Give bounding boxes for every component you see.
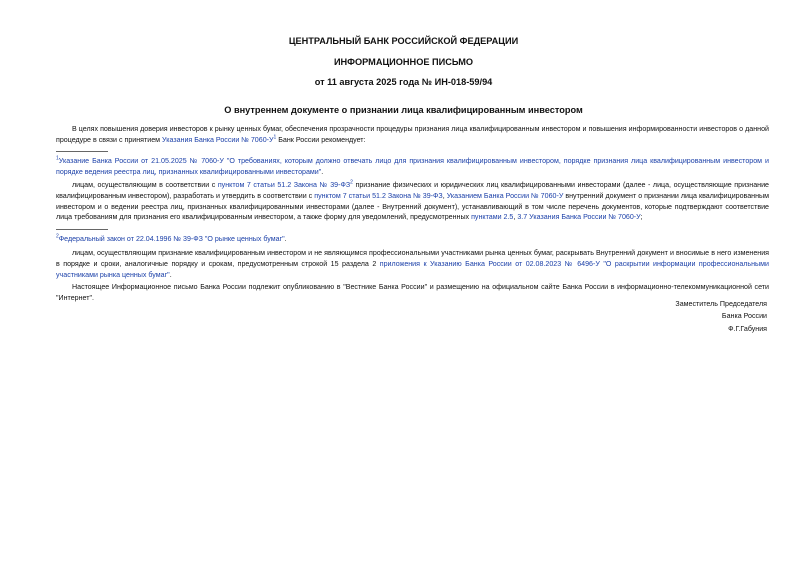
rec1-text-1: лицам, осуществляющим в соответствии с <box>72 181 216 190</box>
paragraph-intro <box>56 124 769 145</box>
document-body <box>56 124 769 303</box>
link-point-2-5[interactable]: пунктами 2.5 <box>471 213 514 222</box>
intro-tail: Банк России рекомендует: <box>278 135 366 144</box>
signature-block <box>675 298 767 335</box>
footnote-separator-1 <box>56 151 108 152</box>
rec2-text-1: лицам, осуществляющим признание квалифицированным инвестором и не являющимся профессиональными участниками рынка ценных бумаг, раскрывать Внутренний документ и вносимые в него изменения в порядке и сроки, аналогичные порядку и срокам, предусмотренным строкой 15 раздела 2 <box>56 249 769 268</box>
link-law-39fz-p7-1[interactable]: пунктом 7 статьи 51.2 Закона № 39-ФЗ <box>217 181 351 190</box>
signatory-org: Банка России <box>721 312 767 321</box>
issuer-title: ЦЕНТРАЛЬНЫЙ БАНК РОССИЙСКОЙ ФЕДЕРАЦИИ <box>288 36 519 46</box>
document-date-number: от 11 августа 2025 года № ИН-018-59/94 <box>314 77 493 87</box>
link-point-3-7[interactable]: 3.7 Указания Банка России № 7060-У <box>517 213 641 222</box>
link-ukazanie-7060u-2[interactable]: Указанием Банка России № 7060-У <box>446 191 564 200</box>
paragraph-publication: Настоящее Информационное письмо Банка России подлежит опубликованию в "Вестнике Банка России" и размещению на официальном сайте Банка России в информационно-телекоммуникационной сети "Интернет". <box>56 283 769 302</box>
footnote-2-end: . <box>284 234 287 243</box>
footnote-separator-2 <box>56 229 108 230</box>
rec2-end: . <box>169 270 172 279</box>
link-ukazanie-6496u[interactable]: приложения к Указанию Банка России от 02.08.2023 № 6496-У "О раскрытии информации профессиональными участниками рынка ценных бумаг" <box>56 259 769 279</box>
footnote-ref-1[interactable]: 1 <box>273 134 277 141</box>
rec1-text-3: внутренний документ о признании лица квалифицированным инвестором и о ведении реестра лиц, признанных квалифицированными инвесторами (далее - Внутренний документ), устанавливающий в том числе перечень документов, которые подтверждают соответствие лица требованиям для признания его квалифицированным инвестором, а также форму для уведомлений, предусмотренных <box>56 191 769 222</box>
paragraph-recommendation-1 <box>56 180 769 222</box>
footnote-1-end: . <box>321 167 324 176</box>
signatory-name: Ф.Г.Габуния <box>728 324 767 333</box>
footnote-ref-2[interactable]: 2 <box>350 180 353 187</box>
paragraph-recommendation-2 <box>56 248 769 280</box>
rec1-comma-2: , <box>513 213 516 222</box>
footnote-2-marker: 2 <box>56 233 59 240</box>
rec1-comma-1: , <box>442 191 445 200</box>
link-federal-law-39fz[interactable]: Федеральный закон от 22.04.1996 № 39-ФЗ "О рынке ценных бумаг" <box>58 234 285 243</box>
footnote-2 <box>56 234 769 245</box>
link-law-39fz-p7-2[interactable]: пунктом 7 статьи 51.2 Закона № 39-ФЗ <box>314 191 443 200</box>
rec1-text-2: признание физических и юридических лиц квалифицированными инвесторами (далее - лица, осуществляющие признание квалифицированным инвестором), разработать и утвердить в соответствии с <box>56 181 769 200</box>
footnote-1-marker: 1 <box>56 155 59 162</box>
signatory-title: Заместитель Председателя <box>675 300 767 308</box>
link-footnote-1-ukazanie[interactable]: Указание Банка России от 21.05.2025 № 7060-У "О требованиях, которым должно отвечать лицо для признания квалифицированным инвестором, порядке признания лица квалифицированным инвестором и порядке ведения реестра лиц, признанных квалифицированными инвесторами" <box>56 157 769 176</box>
document-type: ИНФОРМАЦИОННОЕ ПИСЬМО <box>333 57 474 67</box>
rec1-end: ; <box>640 213 643 222</box>
document-subject: О внутреннем документе о признании лица квалифицированным инвестором <box>224 105 583 115</box>
footnote-1 <box>56 156 769 177</box>
intro-text: В целях повышения доверия инвесторов к рынку ценных бумаг, обеспечения прозрачности процедуры признания лица квалифицированным инвестором и повышения информированности инвесторов о данной процедуре в связи с принятием <box>56 125 769 144</box>
link-ukazanie-7060u[interactable]: Указания Банка России № 7060-У <box>162 135 274 144</box>
